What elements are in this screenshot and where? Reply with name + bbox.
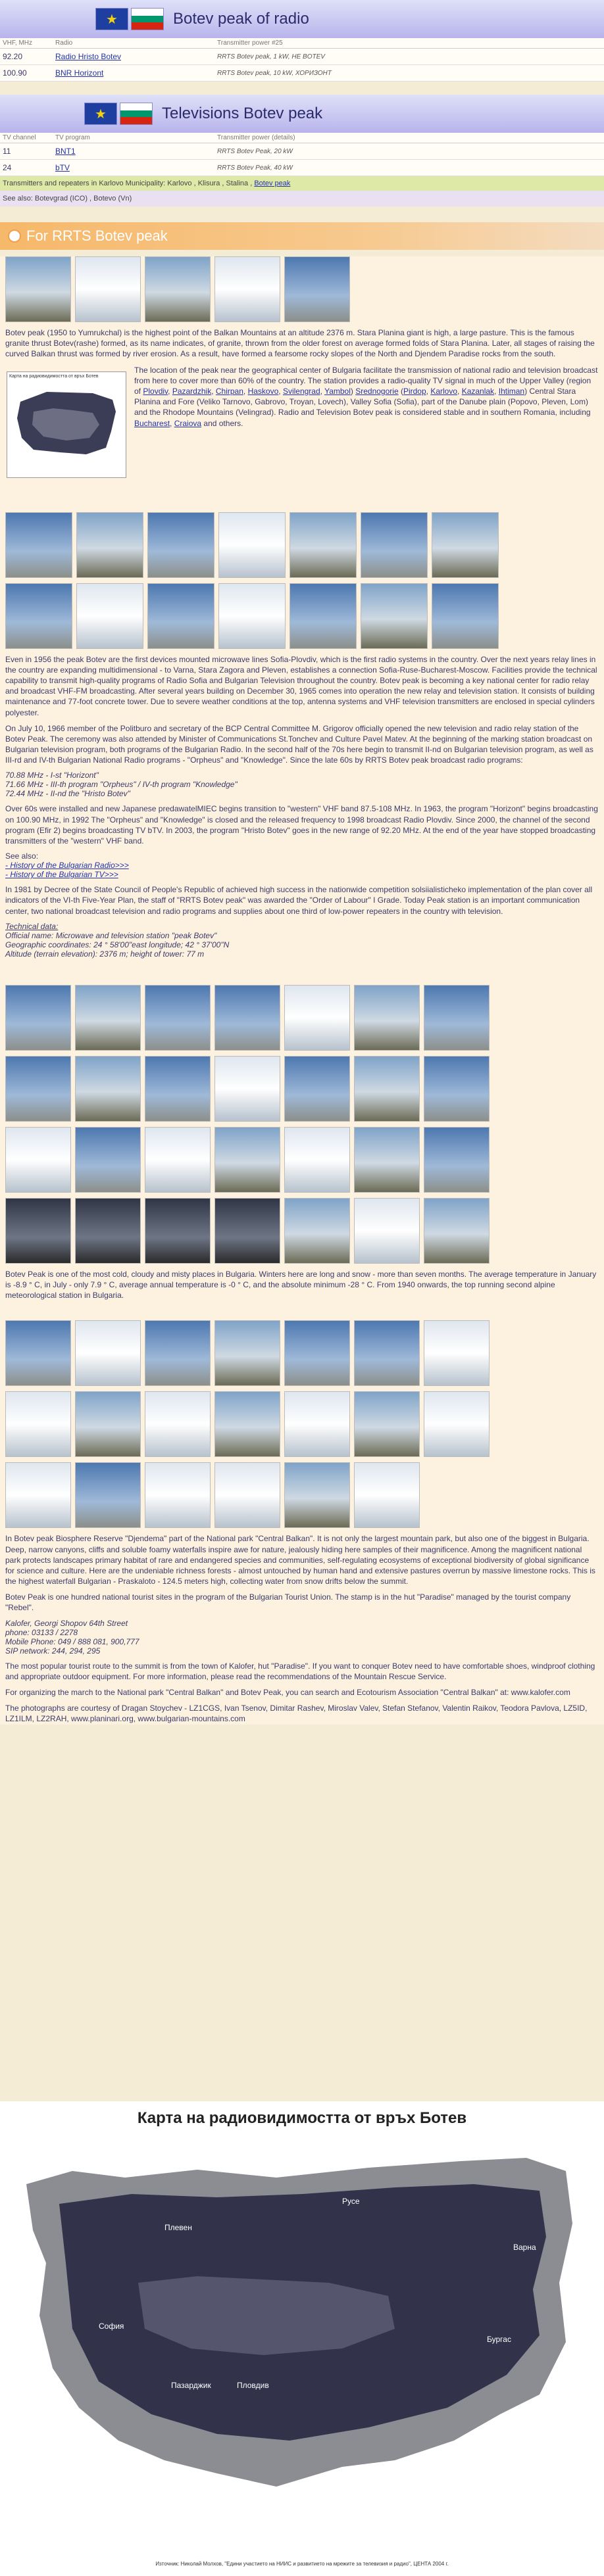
main-content (0, 256, 604, 1725)
photo[interactable] (5, 1198, 71, 1264)
map-credit: Източник: Николай Молхов, "Едини участието на НИИС и развитието на мрежите за телевизия и радио", ЦЕНТА 2004 г. (155, 2561, 449, 2567)
opening-paragraph: On July 10, 1966 member of the Politburo and secretary of the BCP Central Committee M. Grigorov officially opened the new television and radio relay station of the Botev Peak. The ceremony was also attended by Minister of Communications St.Tonchev and Culture Pavel Matev. At the beginning of the marking station broadcast on Bulgarian television program, both programs of the Bulgarian Radio. In the second half of the 70s here begin to transmit II-nd on Bulgarian television program, as well as III-rd and IV-th Bulgarian National Radio programs - "Orpheus" and "Knowledge". Since the late 60s by RRTS Botev peak broadcast radio programs: (5, 723, 593, 765)
photo[interactable] (5, 256, 71, 322)
map-city-label: Варна (513, 2243, 536, 2252)
see-also-line: See also: Botevgrad (ICO) , Botevo (Vn) (0, 191, 604, 206)
radio-station-link[interactable]: BNR Horizont (55, 68, 104, 78)
photo[interactable] (5, 1391, 71, 1457)
coverage-map-title: Карта на радиовидимостта от връх Ботев (137, 2109, 467, 2127)
radio-history-link[interactable]: - History of the Bulgarian Radio>>> (5, 861, 129, 871)
see-also-section: See also: - History of the Bulgarian Radio>>> - History of the Bulgarian TV>>> (5, 851, 599, 879)
photo[interactable] (145, 1391, 211, 1457)
organizing-paragraph: For organizing the march to the National park "Central Balkan" and Botev Peak, you can search and Ecotourism Association "Central Balkan" at: www.kalofer.com (5, 1688, 570, 1697)
bulgaria-flag-icon (131, 8, 164, 30)
photo[interactable] (218, 512, 286, 578)
photo[interactable] (289, 583, 357, 649)
photo[interactable] (361, 583, 428, 649)
photo[interactable] (284, 256, 350, 322)
intro-paragraph: Botev peak (1950 to Yumrukchal) is the highest point of the Balkan Mountains at an altitude 2376 m. Stara Planina giant is high, a large pasture. This is the famous granite thrust Botev(rashe) formed, as its name indicates, of granite, thrown from the older forest on average formed folds of Stara Planina. Later, all stages of raising the curved Balkan thrust was formed by river erosion. As a result, have formed a fearsome rocky slopes of the North and Djendem Paradise rocks from the south. (5, 328, 595, 359)
photo[interactable] (75, 1198, 141, 1264)
photo[interactable] (5, 1320, 71, 1386)
route-paragraph: The most popular tourist route to the summit is from the town of Kalofer, hut "Paradise". If you want to conquer Botev need to have comfortable shoes, windproof clothing and appropriate outdoor equipment. For more information, please read the recommendations of the Mountain Rescue Service. (5, 1661, 595, 1681)
photo[interactable] (284, 1320, 350, 1386)
table-row[interactable]: 11 BNT1 RRTS Botev Peak, 20 kW (0, 143, 604, 160)
radio-title: Botev peak of radio (173, 10, 309, 28)
photo[interactable] (5, 512, 72, 578)
photo[interactable] (147, 583, 214, 649)
map-city-label: София (99, 2322, 124, 2331)
photo[interactable] (354, 1127, 420, 1193)
map-caption: Карта на радиовидимостта от връх Ботев (9, 373, 99, 379)
photo[interactable] (75, 1320, 141, 1386)
photo[interactable] (361, 512, 428, 578)
photo[interactable] (354, 1198, 420, 1264)
table-row[interactable]: 100.90 BNR Horizont RRTS Botev peak, 10 kW, ХОРИЗОНТ (0, 65, 604, 82)
photo[interactable] (354, 1391, 420, 1457)
coverage-map-section (0, 2101, 604, 2576)
photo[interactable] (214, 1462, 280, 1528)
tv-history-link[interactable]: - History of the Bulgarian TV>>> (5, 870, 118, 880)
photo[interactable] (145, 1127, 211, 1193)
photo[interactable] (284, 1056, 350, 1122)
photo[interactable] (145, 1056, 211, 1122)
photo[interactable] (214, 1320, 280, 1386)
map-city-label: Плевен (164, 2223, 192, 2232)
tourist-site-paragraph: Botev Peak is one hundred national tourist sites in the program of the Bulgarian Tourist Union. The stamp is in the hut "Paradise" managed by the tourist company "Rebel". (5, 1592, 571, 1613)
contact-info: Kalofer, Georgi Shopov 64th Street phone: 03133 / 2278 Mobile Phone: 049 / 888 081, 900,777 SIP network: 244, 294, 295 (5, 1618, 139, 1656)
photo[interactable] (75, 1391, 141, 1457)
eu-flag-icon: ★ (84, 103, 117, 125)
photo[interactable] (218, 583, 286, 649)
photo[interactable] (75, 985, 141, 1051)
photo[interactable] (284, 1127, 350, 1193)
bulgaria-flag-icon (120, 103, 153, 125)
photo[interactable] (432, 512, 499, 578)
credits-paragraph: The photographs are courtesy of Dragan Stoychev - LZ1CGS, Ivan Tsenov, Dimitar Rashev, Miroslav Valev, Stefan Stefanov, Valentin Raikov, Teodora Pavlova, LZ5ID, LZ1ILM, LZ2RAH, www.planinari.org, www.bulgarian-mountains.com (5, 1704, 588, 1724)
radio-banner (0, 0, 604, 38)
photo[interactable] (289, 512, 357, 578)
transmitters-line: Transmitters and repeaters in Karlovo Municipality: Karlovo , Klisura , Stalina , Botev peak (0, 176, 604, 191)
tv-table: TV channel TV program Transmitter power (details) 11 BNT1 RRTS Botev Peak, 20 kW 24 bTV RRTS Botev Peak, 40 kW (0, 133, 604, 176)
photo[interactable] (145, 1462, 211, 1528)
award-paragraph: In 1981 by Decree of the State Council of People's Republic of achieved high success in the nationwide competition solsiialisticheko implementation of the plan cover all indicators of the VI-th Five-Year Plan, the staff of "RRTS Botev peak" was awarded the "Order of Labour" I Grade. Today Peak station is an important communication center, two national broadcast television and radio programs and supplies about one third of low-power repeaters in the country with television. (5, 885, 593, 916)
photo[interactable] (214, 1056, 280, 1122)
photo[interactable] (75, 256, 141, 322)
coverage-paragraph: The location of the peak near the geographical center of Bulgaria facilitate the transmission of national radio and television broadcast from here to cover more than 60% of the country. The station provides a radio-quality TV signal in much of the Upper Valley (region of Plovdiv, Pazardzhik, Chirpan, Haskovo, Svilengrad, Yambol) Srednogorie (Pirdop, Karlovo, Kazanlak, Ihtiman) Central Stara Planina and Fore (Veliko Tarnovo, Gabrovo, Troyan, Lovech), Valley Sofia (Sofia), part of the Danube plain (Popovo, Pleven, Lom) and the Rhodope Mountains (Velingrad). Radio and Television Botev peak is considered stable and in southern Romania, including Bucharest, Craiova and others. (134, 365, 598, 428)
photo[interactable] (424, 985, 490, 1051)
map-city-label: Бургас (487, 2335, 511, 2344)
radio-station-link[interactable]: Radio Hristo Botev (55, 52, 122, 61)
photo[interactable] (5, 985, 71, 1051)
photo[interactable] (432, 583, 499, 649)
tv-station-link[interactable]: BNT1 (55, 147, 76, 156)
sun-icon (8, 229, 21, 243)
map-city-label: Пазарджик (171, 2381, 211, 2390)
photo[interactable] (214, 256, 280, 322)
photo[interactable] (354, 1056, 420, 1122)
map-city-label: Пловдив (237, 2381, 269, 2390)
tv-title: Televisions Botev peak (162, 105, 323, 122)
frequency-list: 70.88 MHz - I-st "Horizont" 71.66 MHz - III-th program "Orpheus" / IV-th program "Knowledge" 72.44 MHz - II-nd the "Hristo Botev" (5, 771, 238, 799)
photo[interactable] (284, 1462, 350, 1528)
photo[interactable] (424, 1391, 490, 1457)
radio-table: VHF, MHz Radio Transmitter power #25 92.20 Radio Hristo Botev RRTS Botev peak, 1 kW, HE BOTEV 100.90 BNR Horizont RRTS Botev peak, 10 kW, ХОРИЗОНТ (0, 38, 604, 82)
section-header (0, 222, 604, 250)
coverage-map[interactable] (0, 2132, 604, 2539)
tv-banner (0, 95, 604, 133)
history-paragraph: Even in 1956 the peak Botev are the first devices mounted microwave lines Sofia-Plovdiv, which is the first radio systems in the country. Over the next years relay lines in the country are expanding multidimensional - to Varna, Stara Zagora and Pleven, establishes a connection Sofia-Ruse-Bucharest-Moscow. Facilities provide the technical capability to transmit high-quality programs of Radio Sofia and Bulgarian Television throughout the country. Botev peak is becoming a key national center for radio relay and broadcast VHF-FM broadcasting. After several years building on December 30, 1965 comes into operation the new relay and television station. It consists of building maintenance and 77-foot concrete tower. Due to severe weather conditions at the top, antenna systems and VHF television transmitters are enclosed in special cylinders polyester. (5, 654, 597, 717)
table-row[interactable]: 24 bTV RRTS Botev Peak, 40 kW (0, 160, 604, 176)
photo[interactable] (5, 1462, 71, 1528)
photo[interactable] (284, 985, 350, 1051)
photo[interactable] (5, 1056, 71, 1122)
botev-peak-link[interactable]: Botev peak (254, 179, 291, 187)
section-title: For RRTS Botev peak (26, 227, 168, 244)
photo[interactable] (76, 512, 143, 578)
photo[interactable] (5, 583, 72, 649)
photo[interactable] (145, 256, 211, 322)
photo[interactable] (284, 1198, 350, 1264)
photo[interactable] (354, 985, 420, 1051)
photo[interactable] (424, 1127, 490, 1193)
national-park-paragraph: In Botev peak Biosphere Reserve "Djendema" part of the National park "Central Balkan". It is not only the largest mountain park, but also one of the biggest in Bulgaria. Deep, narrow canyons, cliffs and soluble foamy waterfalls inspire awe for nature, jealously hiding here samples of their magnificence. Among the magnificent national park protects landscapes primary habitat of rare and endangered species and communities, self-regulating ecosystems of exceptional biodiversity of global significance for science and culture. Here are the undeniable richness forests - almost untouched by human hand and extensive pastures overrun by massive limestone rocks. This is the highest waterfall Bulgarian - Praskaloto - 124.5 meters high, collecting water from snow drifts below the summit. (5, 1534, 595, 1586)
map-city-label: Русе (342, 2197, 360, 2206)
photo[interactable] (424, 1056, 490, 1122)
photo[interactable] (214, 985, 280, 1051)
table-row[interactable]: 92.20 Radio Hristo Botev RRTS Botev peak, 1 kW, HE BOTEV (0, 49, 604, 65)
technical-data: Technical data: Official name: Microwave and television station "peak Botev" Geographic coordinates: 24 ° 58'00"east longitude; 42 ° 37'00"N Altitude (terrain elevation): 2376 m; height of tower: 77 m (5, 921, 230, 959)
eu-flag-icon: ★ (95, 8, 128, 30)
photo[interactable] (284, 1391, 350, 1457)
photo[interactable] (424, 1198, 490, 1264)
photo[interactable] (75, 1462, 141, 1528)
photo[interactable] (75, 1056, 141, 1122)
photo[interactable] (145, 985, 211, 1051)
weather-paragraph: Botev Peak is one of the most cold, cloudy and misty places in Bulgaria. Winters here are long and snow - more than seven months. The average temperature in January is -8.9 ° C, in July - only 7.9 ° C, average annual temperature is -0 ° C, and the absolute minimum -28 ° C. From 1940 onwards, the top running second alpine meteorological station in Bulgaria. (5, 1269, 597, 1300)
vhf-paragraph: Over 60s were installed and new Japanese predawatelMIEC begins transition to "western" VHF band 87.5-108 MHz. In 1963, the program "Horizont" begins broadcasting on 100.90 MHz, in 1992 The "Orpheus" and "Knowledge" is closed and the released frequency to 1998 broadcast Radio Plovdiv. Since 2000, the channel of the second program (Efir 2) begins broadcasting TV bTV. In 2003, the program "Hristo Botev" goes in the new range of 92.20 MHz. At the end of the year have stopped broadcasting transmitters of the "western" VHF band. (5, 804, 598, 846)
photo[interactable] (5, 1127, 71, 1193)
photo[interactable] (354, 1462, 420, 1528)
photo[interactable] (75, 1127, 141, 1193)
photo[interactable] (76, 583, 143, 649)
photo[interactable] (424, 1320, 490, 1386)
photo[interactable] (145, 1320, 211, 1386)
photo[interactable] (354, 1320, 420, 1386)
photo[interactable] (214, 1391, 280, 1457)
photo[interactable] (145, 1198, 211, 1264)
photo[interactable] (214, 1198, 280, 1264)
coverage-map-thumbnail[interactable] (7, 371, 126, 478)
tv-station-link[interactable]: bTV (55, 163, 70, 172)
photo[interactable] (214, 1127, 280, 1193)
photo[interactable] (147, 512, 214, 578)
